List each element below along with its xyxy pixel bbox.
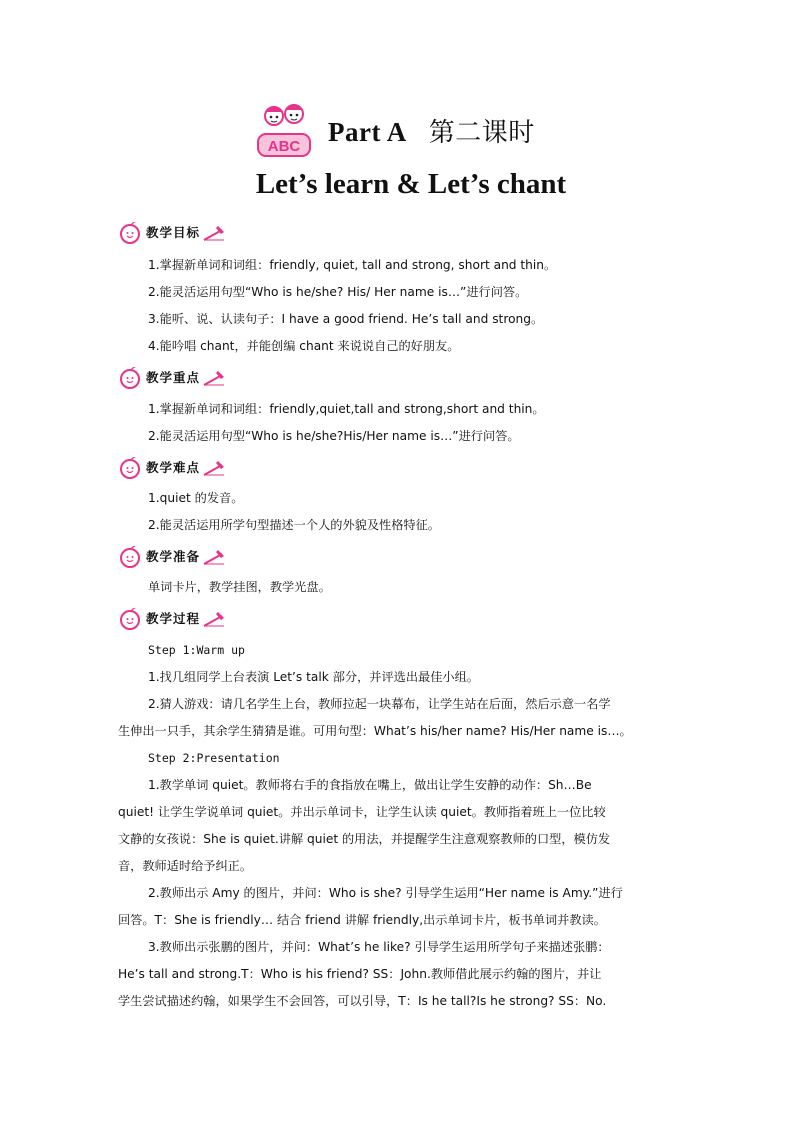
section-label-key-points: 教学重点 <box>146 370 201 385</box>
section-label-difficulties: 教学难点 <box>146 460 201 475</box>
difficulties-line-1: 1.quiet 的发音。 <box>148 491 244 505</box>
section-label-preparation: 教学准备 <box>146 549 201 564</box>
process-line-3: 2.猜人游戏：请几名学生上台，教师拉起一块幕布，让学生站在后面，然后示意一名学 <box>148 697 611 711</box>
page-title <box>328 112 535 149</box>
apple-icon <box>118 365 142 389</box>
section-header-preparation <box>118 543 226 569</box>
key-points-line-2: 2.能灵活运用句型“Who is he/she?His/Her name is…”进行问答。 <box>148 429 520 443</box>
goals-line-2: 2.能灵活运用句型“Who is he/she? His/ Her name is…”进行问答。 <box>148 285 528 299</box>
title-cn: 第二课时 <box>428 117 535 148</box>
section-header-difficulties <box>118 454 226 480</box>
pencil-tail-icon <box>202 457 226 477</box>
apple-icon <box>118 606 142 630</box>
section-label-goals: 教学目标 <box>146 225 201 240</box>
apple-icon <box>118 455 142 479</box>
process-line-12: 3.教师出示张鹏的图片，并问：What’s he like? 引导学生运用所学句子来描述张鹏： <box>148 940 610 954</box>
process-line-4: 生伸出一只手，其余学生猜猜是谁。可用句型：What’s his/her name? His/Her name is…。 <box>118 724 632 738</box>
process-line-13: He’s tall and strong.T：Who is his friend? SS：John.教师借此展示约翰的图片，并让 <box>118 967 602 981</box>
section-header-key-points <box>118 364 226 390</box>
goals-line-4: 4.能吟唱 chant，并能创编 chant 来说说自己的好朋友。 <box>148 339 460 353</box>
process-line-2: 1.找几组同学上台表演 Let’s talk 部分，并评选出最佳小组。 <box>148 670 479 684</box>
title-row <box>252 98 535 162</box>
apple-icon <box>118 544 142 568</box>
section-header-goals <box>118 219 226 245</box>
abc-kids-logo-icon <box>252 98 316 162</box>
key-points-line-1: 1.掌握新单词和词组：friendly,quiet,tall and strong,short and thin。 <box>148 402 545 416</box>
process-line-10: 2.教师出示 Amy 的图片，并问：Who is she? 引导学生运用“Her name is Amy.”进行 <box>148 886 623 900</box>
logo-text: ABC <box>267 138 301 155</box>
preparation-line-1: 单词卡片，教学挂图，教学光盘。 <box>148 580 331 594</box>
process-line-6: 1.教学单词 quiet。教师将右手的食指放在嘴上，做出让学生安静的动作：Sh…Be <box>148 778 592 792</box>
pencil-tail-icon <box>202 608 226 628</box>
page-subtitle: Let’s learn & Let’s chant <box>255 168 567 200</box>
process-line-8: 文静的女孩说：She is quiet.讲解 quiet 的用法，并提醒学生注意观察教师的口型，模仿发 <box>118 832 611 846</box>
process-line-14: 学生尝试描述约翰，如果学生不会回答，可以引导，T：Is he tall?Is he strong? SS：No. <box>118 994 607 1008</box>
process-line-11: 回答。T：She is friendly… 结合 friend 讲解 friendly,出示单词卡片，板书单词并教读。 <box>118 913 606 927</box>
goals-line-3: 3.能听、说、认读句子：I have a good friend. He’s tall and strong。 <box>148 312 544 326</box>
pencil-tail-icon <box>202 222 226 242</box>
apple-icon <box>118 220 142 244</box>
pencil-tail-icon <box>202 367 226 387</box>
goals-line-1: 1.掌握新单词和词组：friendly, quiet, tall and strong, short and thin。 <box>148 258 557 272</box>
section-header-process <box>118 605 226 631</box>
process-line-9: 音，教师适时给予纠正。 <box>118 859 253 873</box>
process-line-7: quiet! 让学生学说单词 quiet。并出示单词卡，让学生认读 quiet。教师指着班上一位比较 <box>118 805 606 819</box>
process-line-5: Step 2:Presentation <box>148 751 280 765</box>
section-label-process: 教学过程 <box>146 611 201 626</box>
pencil-tail-icon <box>202 546 226 566</box>
process-line-1: Step 1:Warm up <box>148 643 245 657</box>
title-en: Part A <box>328 116 407 147</box>
difficulties-line-2: 2.能灵活运用所学句型描述一个人的外貌及性格特征。 <box>148 518 440 532</box>
